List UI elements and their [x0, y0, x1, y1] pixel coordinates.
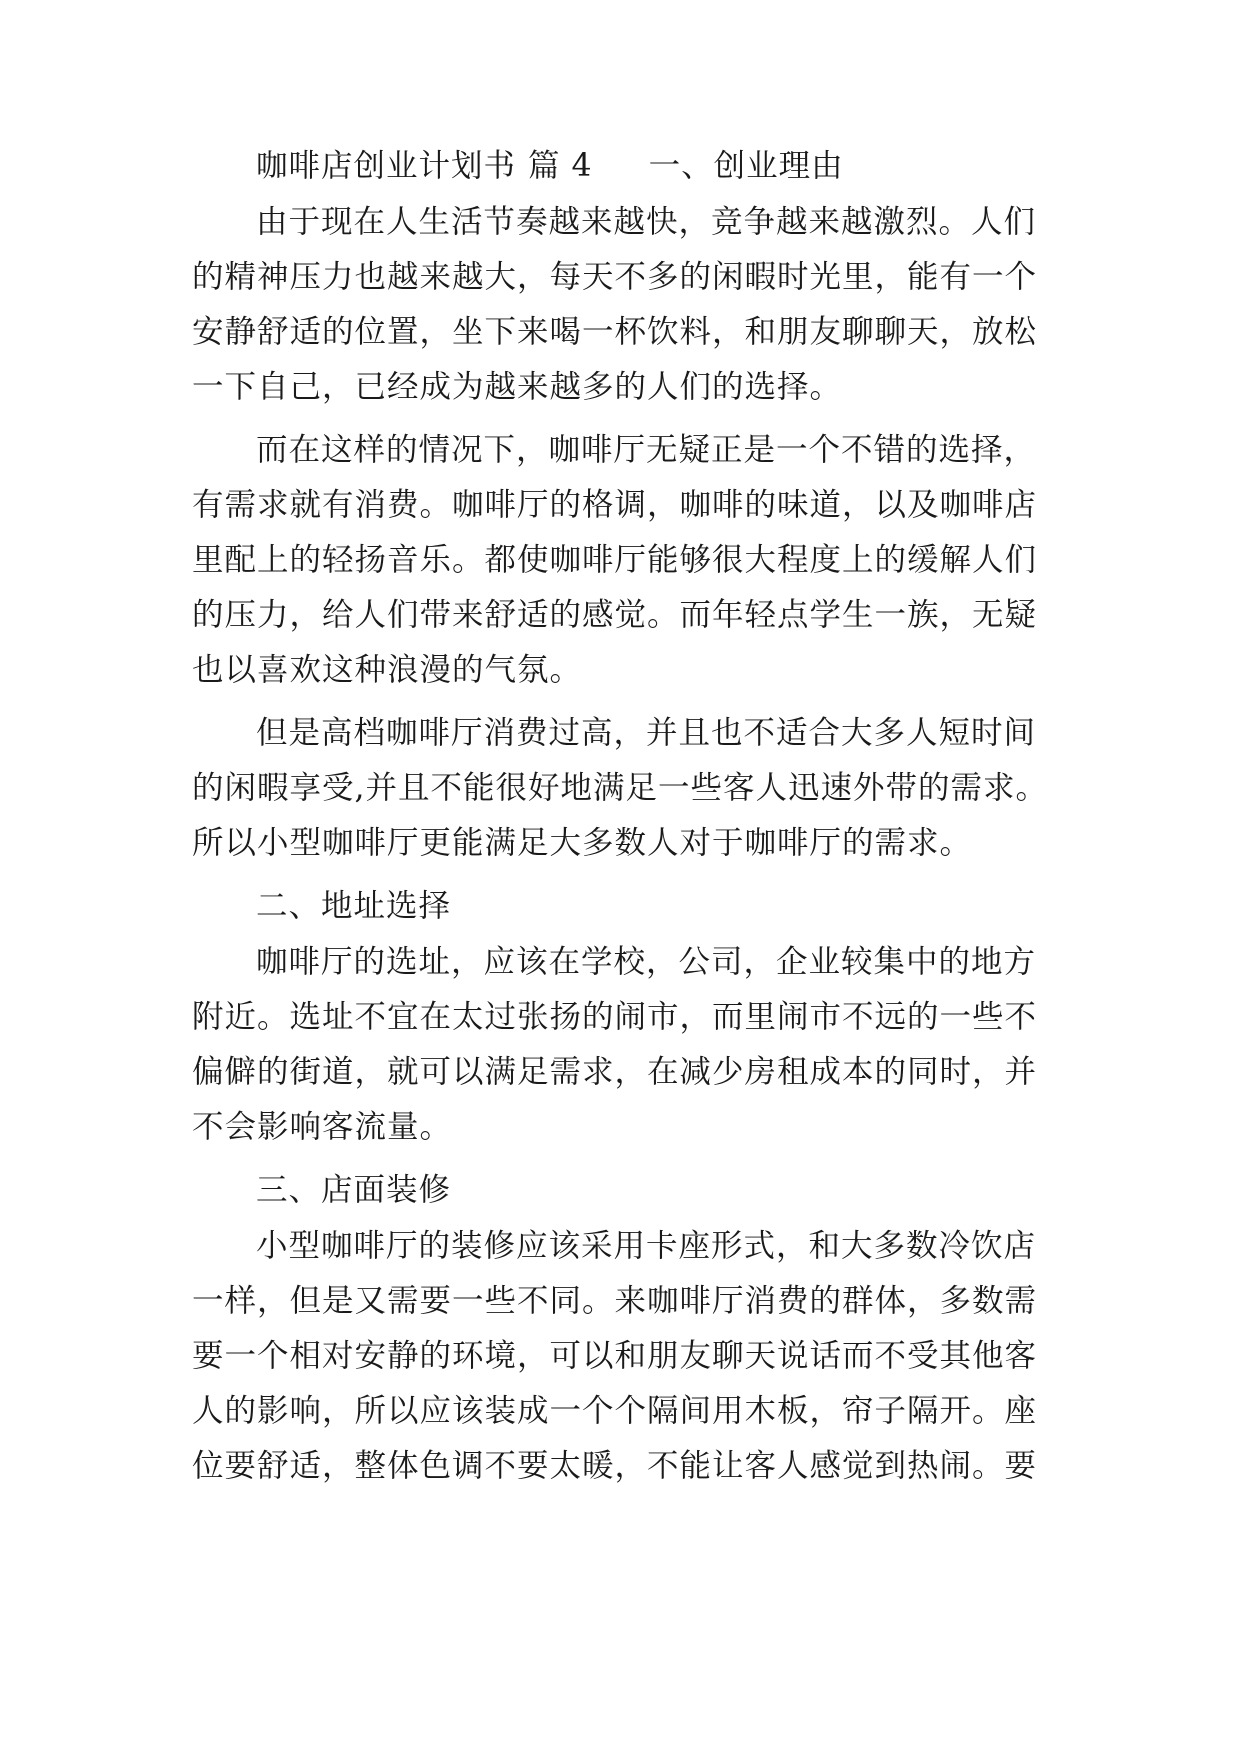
- chapter-label: 篇 4: [528, 148, 593, 184]
- paragraph-line: 安静舒适的位置，坐下来喝一杯饮料，和朋友聊聊天，放松: [192, 314, 1038, 350]
- section-heading: 一、创业理由: [648, 148, 844, 184]
- title-line: [256, 146, 1116, 186]
- paragraph-line: 要一个相对安静的环境，可以和朋友聊天说话而不受其他客: [192, 1338, 1038, 1374]
- paragraph-line: 但是高档咖啡厅消费过高，并且也不适合大多人短时间: [256, 715, 1037, 751]
- paragraph-line: 一样，但是又需要一些不同。来咖啡厅消费的群体，多数需: [192, 1283, 1038, 1319]
- paragraph-line: 附近。选址不宜在太过张扬的闹市，而里闹市不远的一些不: [192, 999, 1038, 1035]
- paragraph-line: 位要舒适，整体色调不要太暖，不能让客人感觉到热闹。要: [192, 1448, 1038, 1484]
- paragraph-line: 有需求就有消费。咖啡厅的格调，咖啡的味道，以及咖啡店: [192, 487, 1038, 523]
- paragraph-line: 的精神压力也越来越大，每天不多的闲暇时光里，能有一个: [192, 259, 1038, 295]
- paragraph-line: 所以小型咖啡厅更能满足大多数人对于咖啡厅的需求。: [192, 825, 973, 861]
- document-title: 咖啡店创业计划书: [256, 148, 517, 184]
- paragraph-line: 偏僻的街道，就可以满足需求，在减少房租成本的同时，并: [192, 1054, 1038, 1090]
- section-heading: 三、店面装修: [256, 1172, 452, 1208]
- paragraph-line: 由于现在人生活节奏越来越快，竞争越来越激烈。人们: [256, 204, 1037, 240]
- paragraph-line: 一下自己，已经成为越来越多的人们的选择。: [192, 369, 843, 405]
- paragraph-line: 小型咖啡厅的装修应该采用卡座形式，和大多数冷饮店: [256, 1228, 1037, 1264]
- paragraph-line: 里配上的轻扬音乐。都使咖啡厅能够很大程度上的缓解人们: [192, 542, 1038, 578]
- section-heading: 二、地址选择: [256, 888, 452, 924]
- paragraph-line: 也以喜欢这种浪漫的气氛。: [192, 652, 583, 688]
- paragraph-line: 而在这样的情况下，咖啡厅无疑正是一个不错的选择，: [256, 432, 1037, 468]
- paragraph-line: 的闲暇享受,并且不能很好地满足一些客人迅速外带的需求。: [192, 770, 1049, 806]
- paragraph-line: 人的影响，所以应该装成一个个隔间用木板，帘子隔开。座: [192, 1393, 1038, 1429]
- paragraph-line: 咖啡厅的选址，应该在学校，公司，企业较集中的地方: [256, 944, 1037, 980]
- paragraph-line: 的压力，给人们带来舒适的感觉。而年轻点学生一族，无疑: [192, 597, 1038, 633]
- paragraph-line: 不会影响客流量。: [192, 1109, 453, 1145]
